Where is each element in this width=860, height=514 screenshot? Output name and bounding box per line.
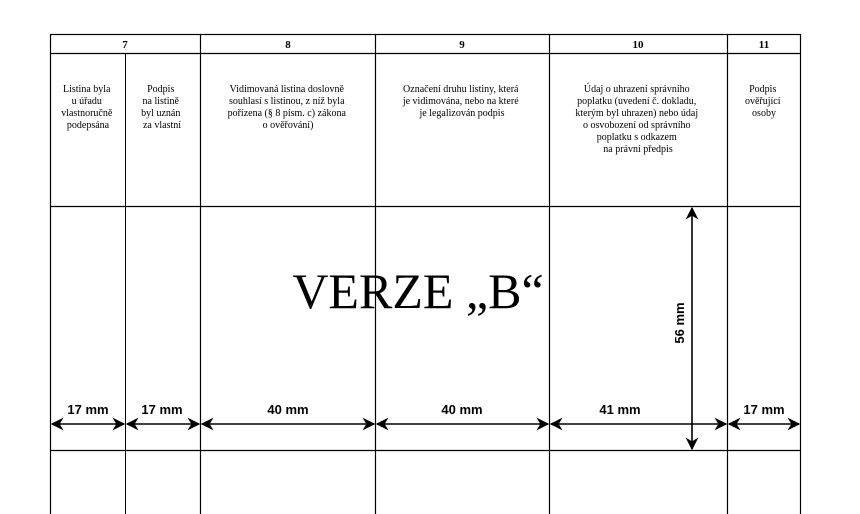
width-label-10: 41 mm [599,402,641,417]
column-header-8: Vidimovaná listina doslovně souhlasí s listinou, z níž byla pořízena (§ 8 písm. c) zákona o ověřování) [227,84,346,131]
column-number-8: 8 [285,39,291,51]
column-number-7: 7 [122,39,128,51]
column-header-9: Označení druhu listiny, která je vidimována, nebo na které je legalizován podpis [402,84,519,119]
column-number-9: 9 [459,39,465,51]
width-label-7a: 17 mm [67,402,109,417]
width-label-7b: 17 mm [141,402,183,417]
width-label-8: 40 mm [267,402,309,417]
column-number-11: 11 [758,39,770,51]
column-header-11: Podpis ověřující osoby [744,84,781,119]
column-header-7b: Podpis na listině byl uznán za vlastní [141,84,182,131]
width-label-9: 40 mm [441,402,483,417]
version-watermark: VERZE „B“ [292,263,544,319]
height-label: 56 mm [672,302,687,344]
column-number-10: 10 [632,39,644,51]
column-header-10: Údaj o uhrazení správního poplatku (uvedení č. dokladu, kterým byl uhrazen) nebo údaj o osvobození od správního poplatku s odkazem na právní předpis [575,84,699,155]
width-label-11: 17 mm [743,402,785,417]
column-header-7a: Listina byla u úřadu vlastnoručně podepsána [61,84,113,131]
